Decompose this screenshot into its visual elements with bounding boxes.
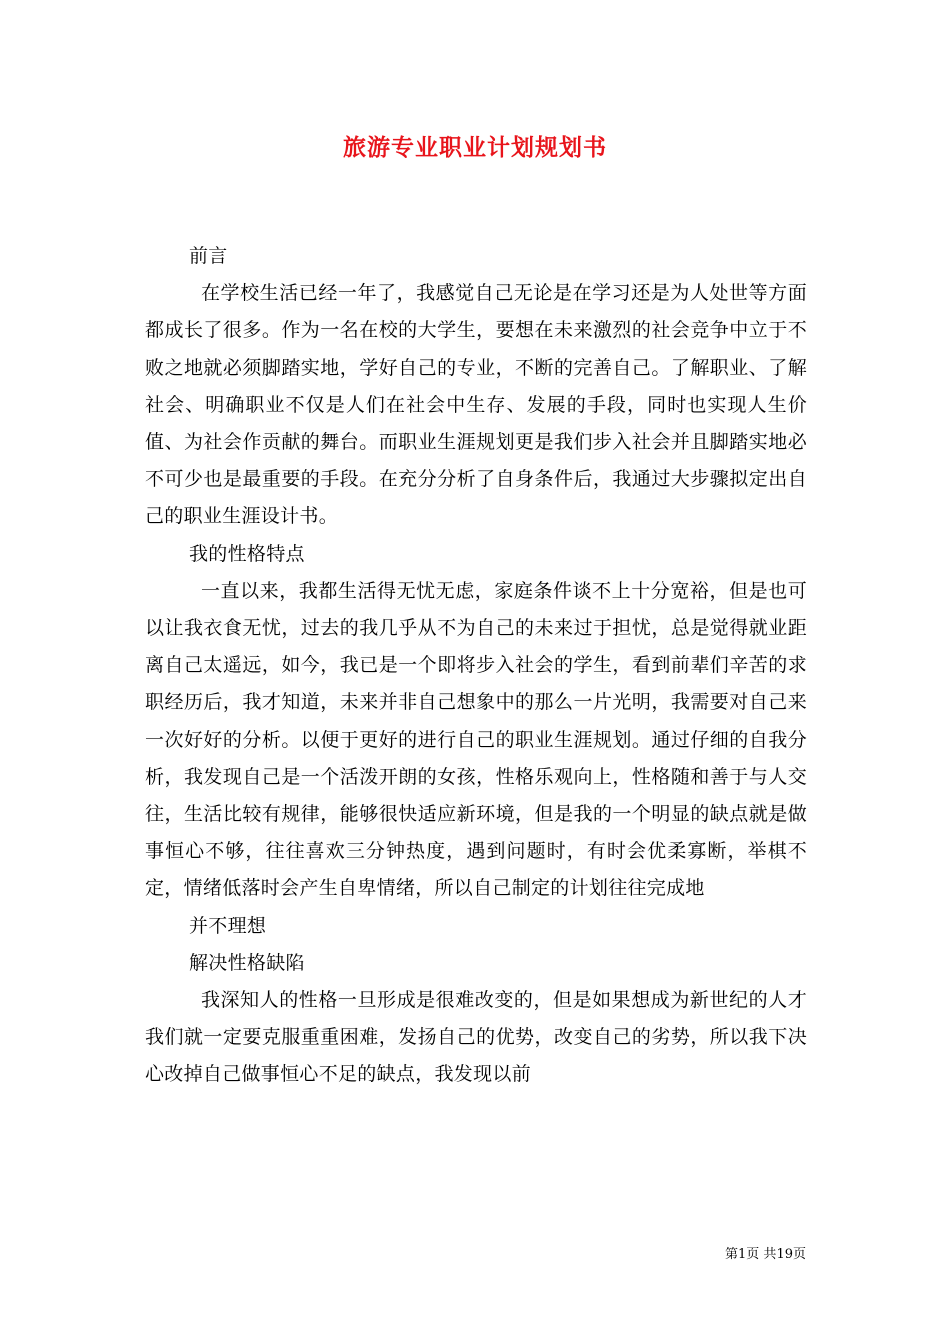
paragraph-preface: 在学校生活已经一年了，我感觉自己无论是在学习还是为人处世等方面都成长了很多。作为一名在校的大学生，要想在未来激烈的社会竞争中立于不败之地就必须脚踏实地，学好自己的专业，不断的完善自己。了解职业、了解社会、明确职业不仅是人们在社会中生存、发展的手段，同时也实现人生价值、为社会作贡献的舞台。而职业生涯规划更是我们步入社会并且脚踏实地必不可少也是最重要的手段。在充分分析了自身条件后，我通过大步骤拟定出自己的职业生涯设计书。: [145, 282, 807, 528]
paragraph-solve-defects: 我深知人的性格一旦形成是很难改变的，但是如果想成为新世纪的人才我们就一定要克服重重困难，发扬自己的优势，改变自己的劣势，所以我下决心改掉自己做事恒心不足的缺点，我发现以前: [145, 989, 807, 1086]
section-heading-solve-defects: 解决性格缺陷: [189, 951, 305, 974]
paragraph-continuation: 并不理想: [189, 914, 267, 937]
footer-total-pages: 19: [776, 1247, 793, 1262]
footer-current-page: 1: [738, 1247, 747, 1262]
page-number-footer: [0, 1246, 806, 1264]
section-heading-personality: 我的性格特点: [189, 542, 305, 565]
footer-prefix: 第: [725, 1247, 739, 1262]
footer-suffix: 页: [792, 1247, 806, 1262]
footer-middle: 页 共: [746, 1247, 777, 1262]
document-body: [145, 238, 807, 1094]
section-heading-preface: 前言: [189, 245, 228, 267]
paragraph-personality: 一直以来，我都生活得无忧无虑，家庭条件谈不上十分宽裕，但是也可以让我衣食无忧，过去的我几乎从不为自己的未来过于担忧，总是觉得就业距离自己太遥远，如今，我已是一个即将步入社会的学生，看到前辈们辛苦的求职经历后，我才知道，未来并非自己想象中的那么一片光明，我需要对自己来一次好好的分析。以便于更好的进行自己的职业生涯规划。通过仔细的自我分析，我发现自己是一个活泼开朗的女孩，性格乐观向上，性格随和善于与人交往，生活比较有规律，能够很快适应新环境，但是我的一个明显的缺点就是做事恒心不够，往往喜欢三分钟热度，遇到问题时，有时会优柔寡断，举棋不定，情绪低落时会产生自卑情绪，所以自己制定的计划往往完成地: [145, 579, 807, 900]
document-title: 旅游专业职业计划规划书: [343, 134, 607, 161]
